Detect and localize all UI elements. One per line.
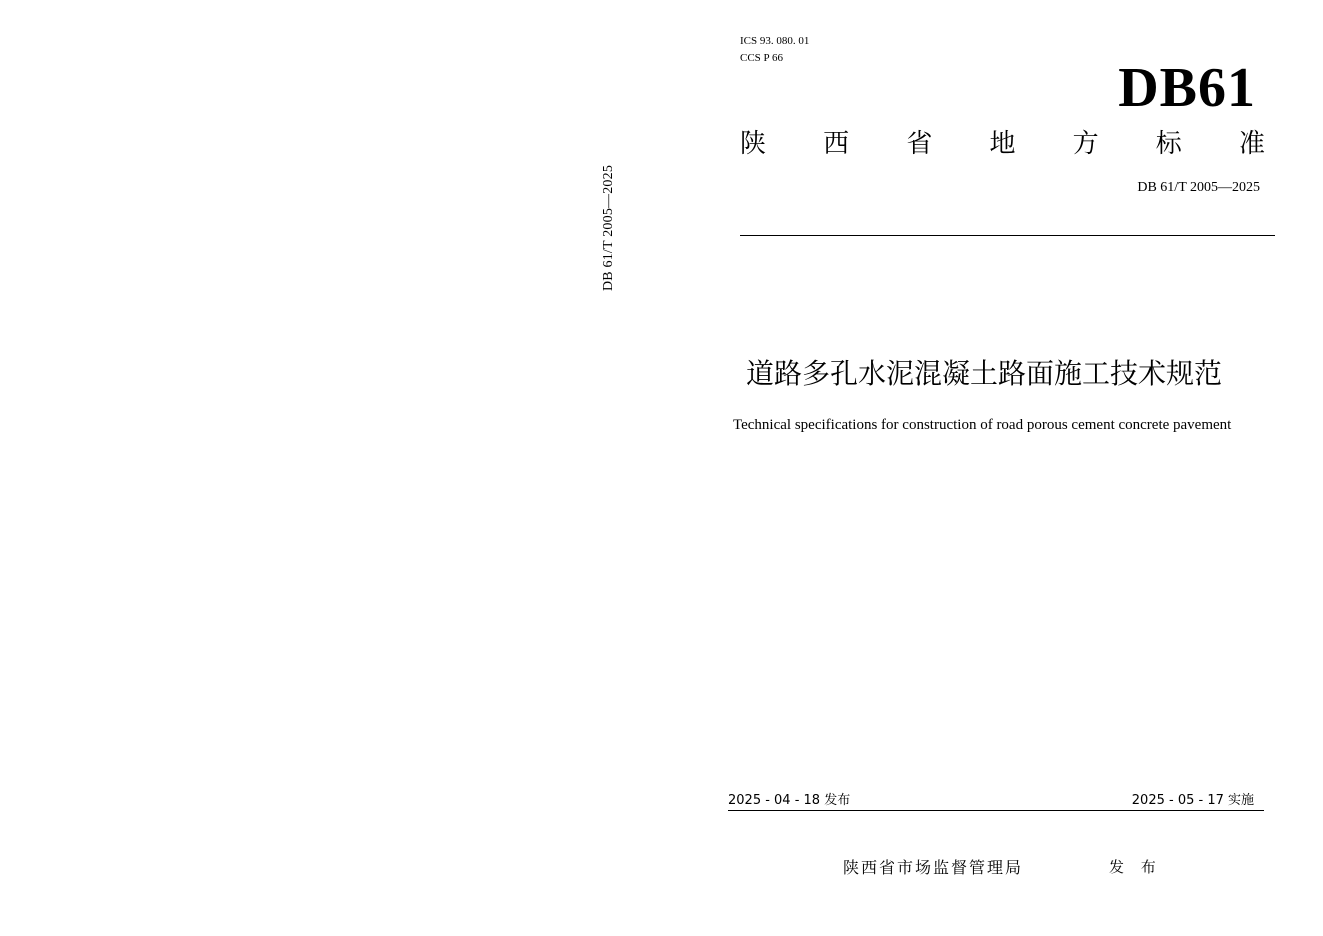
standard-type-char: 省: [906, 129, 933, 159]
title-english: Technical specifications for construction of road porous cement concrete pavement: [733, 417, 1232, 433]
dates-row: [728, 792, 1264, 811]
ics-code: ICS 93. 080. 01: [740, 35, 810, 47]
ccs-code: CCS P 66: [740, 52, 784, 64]
classification-codes: [740, 33, 809, 67]
standard-logo: DB61: [1118, 57, 1256, 119]
standard-type-char: 地: [989, 129, 1016, 159]
standard-type-char: 方: [1072, 129, 1099, 159]
standard-type-char: 准: [1238, 129, 1265, 159]
standard-number: DB 61/T 2005—2025: [1137, 180, 1260, 195]
title-chinese: 道路多孔水泥混凝土路面施工技术规范: [746, 357, 1223, 390]
header-divider: [740, 235, 1275, 236]
standard-type-char: 标: [1155, 129, 1182, 159]
issue-date: 2025 - 04 - 18 发布: [728, 793, 851, 808]
standard-type-char: 陕: [740, 129, 767, 159]
publisher-name: 陕西省市场监督管理局: [843, 858, 1024, 877]
standard-type-char: 西: [823, 129, 850, 159]
effective-date: 2025 - 05 - 17 实施: [1131, 793, 1254, 808]
spine-standard-number: DB 61/T 2005—2025: [601, 164, 616, 292]
standard-type-heading: [740, 126, 1265, 162]
publish-label: 发 布: [1109, 858, 1162, 876]
